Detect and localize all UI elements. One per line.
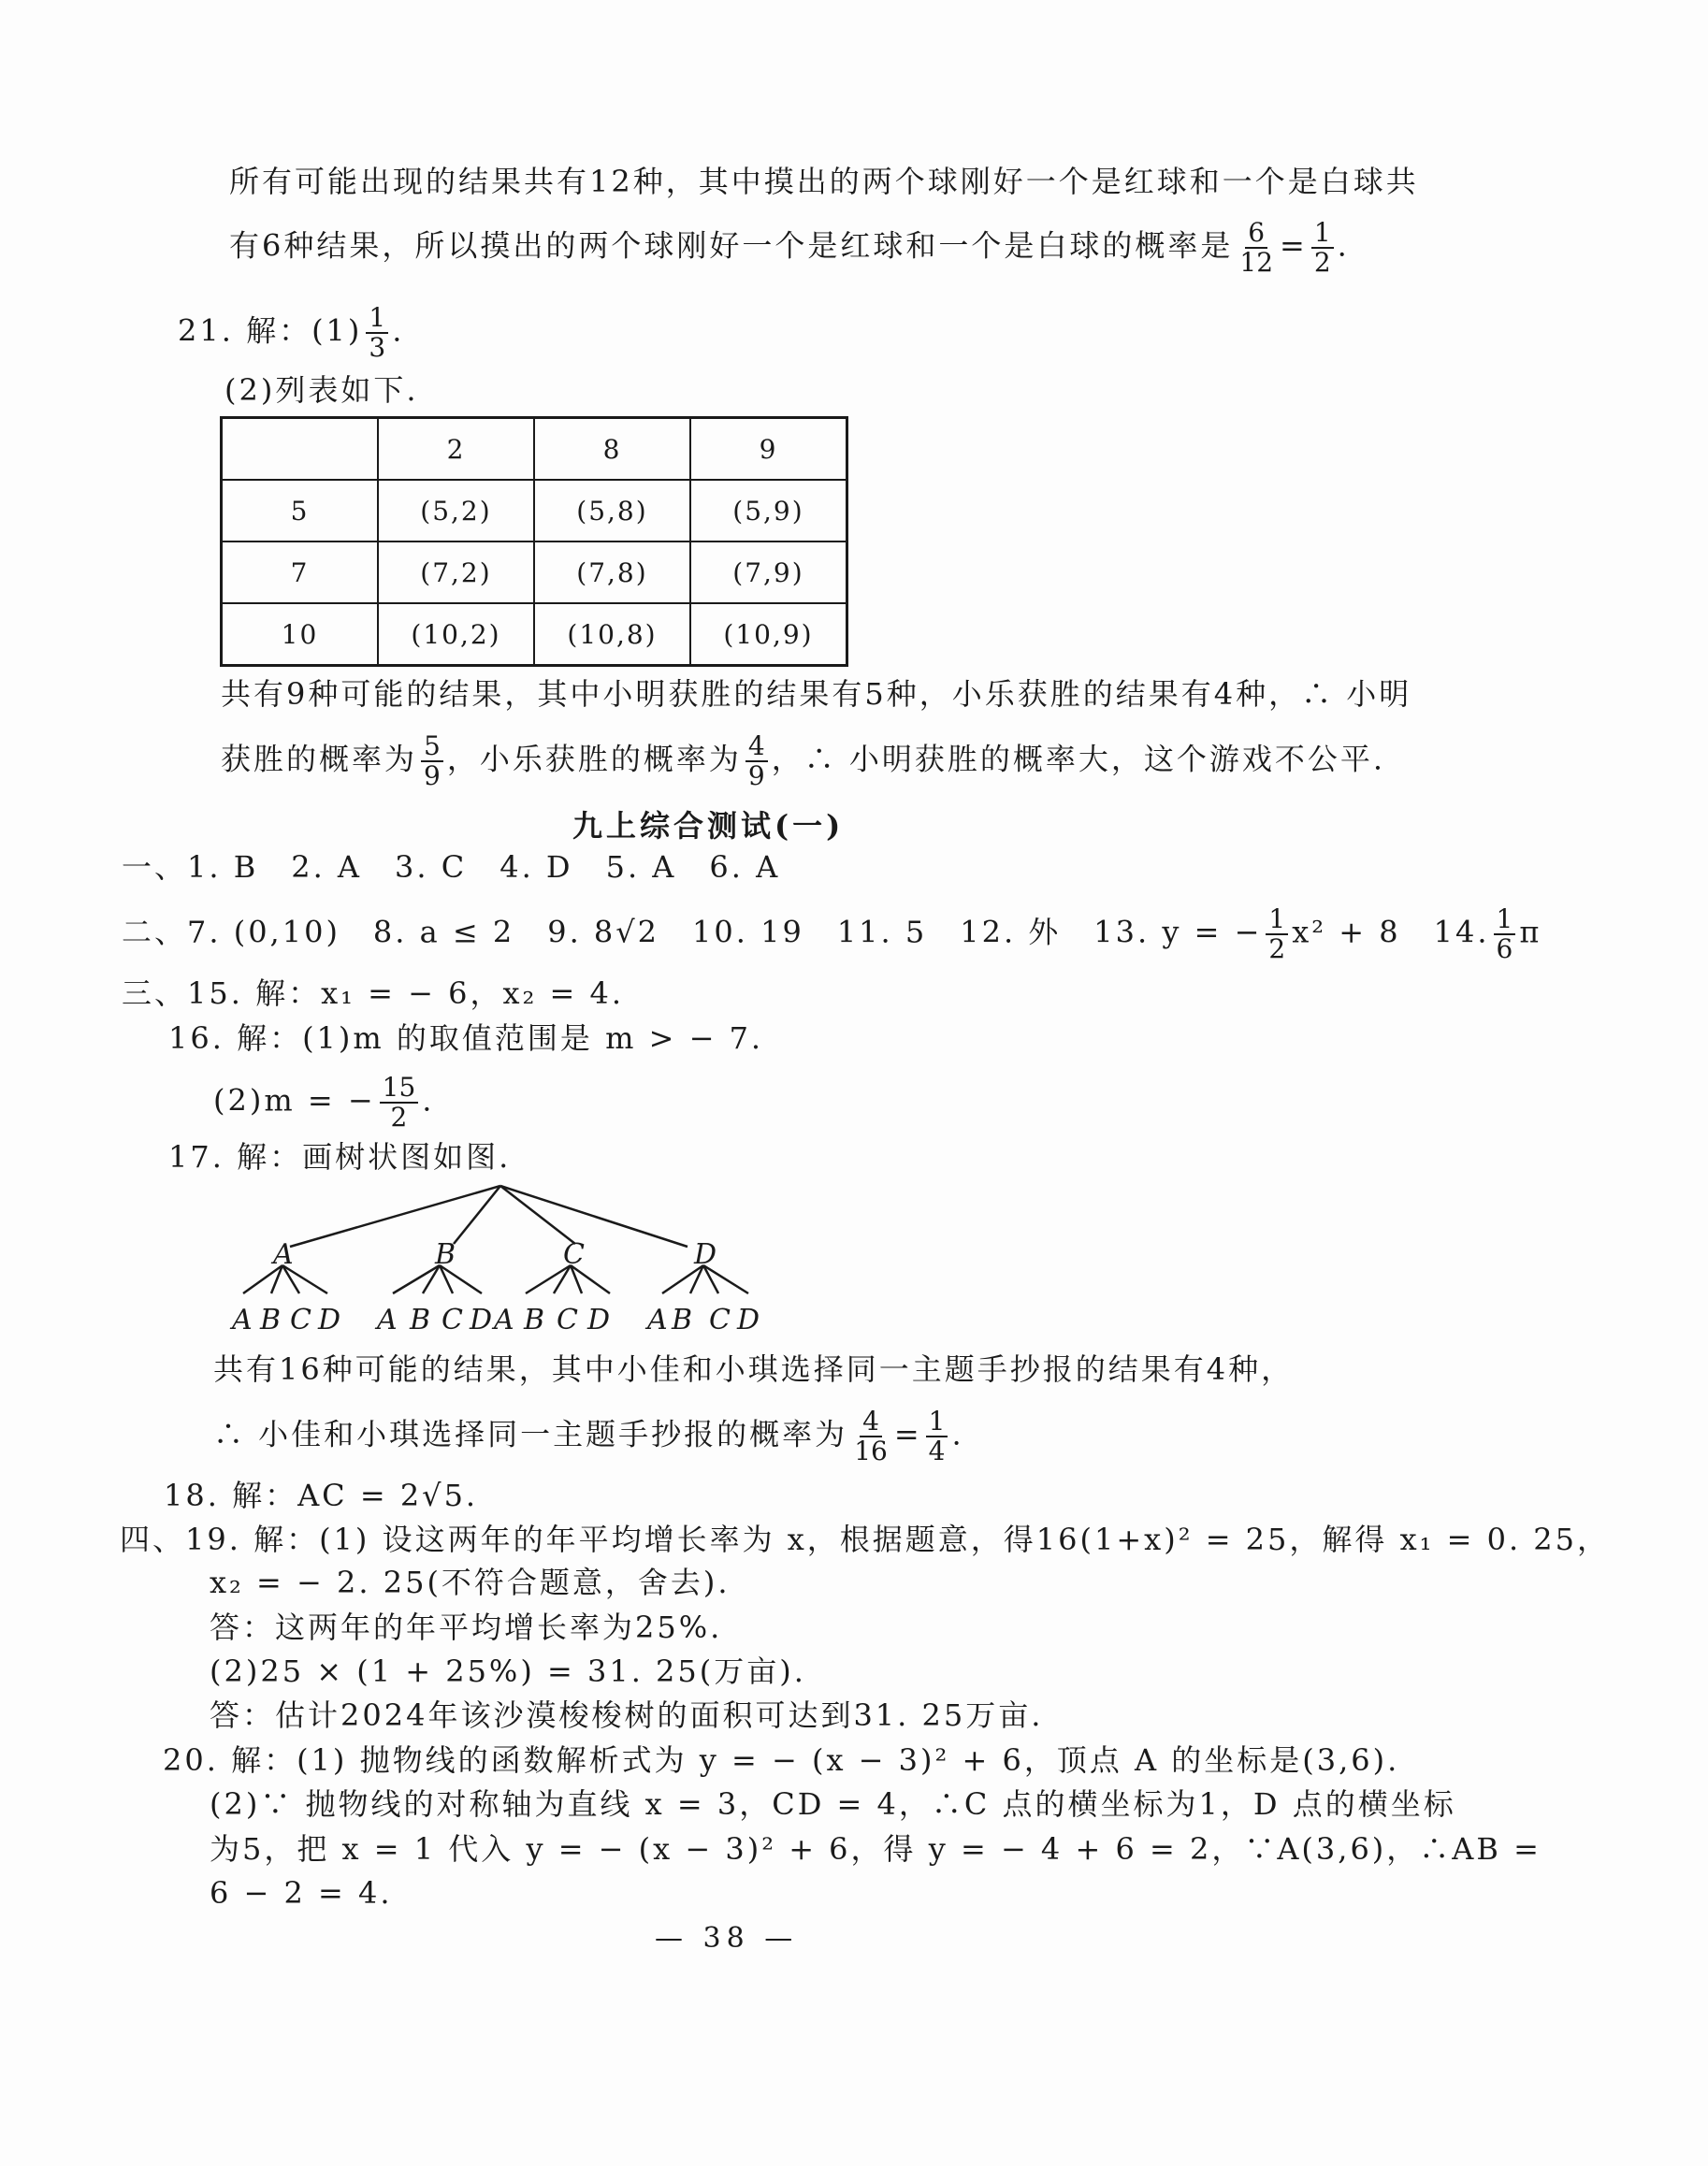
q19-line-5: 答：估计2024年该沙漠梭梭树的面积可达到31. 25万亩. — [210, 1697, 1044, 1733]
table-cell: 9 — [690, 418, 847, 481]
table-cell: 2 — [378, 418, 534, 481]
tree-leaf: C — [290, 1304, 311, 1336]
denominator: 3 — [369, 332, 386, 363]
table-row — [222, 603, 847, 666]
denominator: 4 — [928, 1436, 946, 1466]
q19-line-2: x₂ = − 2. 25(不符合题意，舍去). — [210, 1565, 731, 1600]
q16-part2 — [213, 1074, 434, 1132]
q19-line-3: 答：这两年的年平均增长率为25%. — [210, 1610, 723, 1645]
period: . — [951, 1416, 964, 1452]
text: π — [1519, 914, 1542, 950]
denominator: 2 — [1268, 933, 1286, 964]
q21-answer-1 — [178, 304, 404, 362]
tree-leaf: A — [494, 1304, 514, 1336]
tree-leaf: B — [260, 1304, 282, 1336]
intro-line-1: 所有可能出现的结果共有12种，其中摸出的两个球刚好一个是红球和一个是白球共 — [229, 164, 1419, 199]
text: ，小乐获胜的概率为 — [446, 741, 742, 777]
q20-line-3: 为5，把 x = 1 代入 y = − (x − 3)² + 6，得 y = − 4 + 6 = 2，∵A(3,6)，∴AB = — [210, 1831, 1542, 1867]
q21-label: 21. 解：(1) — [178, 312, 363, 349]
numerator: 4 — [860, 1408, 882, 1437]
numerator: 6 — [1245, 219, 1267, 249]
section-title: 九上综合测试(一) — [572, 808, 845, 844]
table-cell: 10 — [222, 603, 379, 666]
numerator: 1 — [926, 1408, 948, 1437]
denominator: 12 — [1239, 247, 1274, 278]
denominator: 16 — [854, 1436, 888, 1466]
fraction — [380, 1074, 419, 1132]
q19-line-1: 四、19. 解：(1) 设这两年的年平均增长率为 x，根据题意，得16(1+x)² = 25，解得 x₁ = 0. 25， — [120, 1522, 1611, 1557]
numerator: 1 — [366, 304, 388, 334]
denominator: 9 — [424, 760, 441, 791]
tree-leaf: D — [470, 1304, 493, 1336]
numerator: 15 — [380, 1074, 419, 1104]
section-1-answers: 一、1. B 2. A 3. C 4. D 5. A 6. A — [122, 849, 781, 885]
intro-text: 有6种结果，所以摸出的两个球刚好一个是红球和一个是白球的概率是 — [229, 227, 1234, 264]
tree-diagram — [224, 1177, 804, 1340]
q20-line-4: 6 − 2 = 4. — [210, 1875, 393, 1911]
fraction — [421, 732, 443, 790]
q21-conclusion-1: 共有9种可能的结果，其中小明获胜的结果有5种，小乐获胜的结果有4种，∴ 小明 — [221, 676, 1412, 712]
table-cell: 7 — [222, 542, 379, 603]
q19-line-4: (2)25 × (1 + 25%) = 31. 25(万亩). — [210, 1653, 806, 1689]
period: . — [1337, 227, 1350, 264]
table-cell: (7,2) — [378, 542, 534, 603]
fraction — [926, 1408, 948, 1466]
fraction — [1237, 219, 1276, 277]
q17-conclusion-1: 共有16种可能的结果，其中小佳和小琪选择同一主题手抄报的结果有4种， — [213, 1351, 1295, 1387]
section-3-q15: 三、15. 解：x₁ = − 6，x₂ = 4. — [122, 975, 625, 1011]
table-cell: 5 — [222, 480, 379, 542]
numerator: 1 — [1311, 219, 1334, 249]
tree-node-B: B — [435, 1238, 456, 1271]
tree-leaf: B — [410, 1304, 431, 1336]
section-2-answers — [122, 905, 1542, 963]
tree-node-C: C — [563, 1238, 585, 1271]
tree-leaf: A — [647, 1304, 668, 1336]
denominator: 9 — [747, 760, 765, 791]
text: x² + 8 14. — [1292, 914, 1490, 950]
fraction — [1494, 905, 1516, 963]
tree-node-D: D — [694, 1238, 717, 1271]
table-cell: (7,9) — [690, 542, 847, 603]
denominator: 2 — [1313, 247, 1331, 278]
denominator: 6 — [1496, 933, 1513, 964]
tree-leaf: C — [557, 1304, 578, 1336]
tree-leaf: A — [377, 1304, 398, 1336]
q20-line-2: (2)∵ 抛物线的对称轴为直线 x = 3，CD = 4，∴C 点的横坐标为1，D 点的横坐标 — [210, 1786, 1456, 1822]
text: (2)m = − — [213, 1082, 376, 1119]
table-row — [222, 418, 847, 481]
tree-leaf: B — [672, 1304, 693, 1336]
q20-line-1: 20. 解：(1) 抛物线的函数解析式为 y = − (x − 3)² + 6，顶点 A 的坐标是(3,6). — [163, 1742, 1400, 1778]
q21-conclusion-2 — [221, 732, 1385, 790]
numerator: 1 — [1494, 905, 1516, 935]
tree-node-A: A — [273, 1238, 294, 1271]
table-cell: 8 — [534, 418, 690, 481]
text: ，∴ 小明获胜的概率大，这个游戏不公平. — [771, 741, 1386, 777]
outcome-table — [220, 416, 848, 667]
page-number: — 38 — — [655, 1922, 799, 1955]
table-cell: (10,2) — [378, 603, 534, 666]
text: ∴ 小佳和小琪选择同一主题手抄报的概率为 — [213, 1416, 848, 1452]
numerator: 1 — [1266, 905, 1288, 935]
tree-leaf: D — [587, 1304, 611, 1336]
fraction — [366, 304, 388, 362]
q18-answer: 18. 解：AC = 2√5. — [164, 1478, 479, 1513]
fraction — [851, 1408, 890, 1466]
table-cell: (10,8) — [534, 603, 690, 666]
q16-part1: 16. 解：(1)m 的取值范围是 m > − 7. — [168, 1020, 764, 1056]
tree-leaf: C — [441, 1304, 463, 1336]
tree-leaf: A — [232, 1304, 253, 1336]
period: . — [392, 312, 405, 349]
text: 获胜的概率为 — [221, 741, 418, 777]
equals: = — [1280, 227, 1308, 264]
equals: = — [893, 1416, 922, 1452]
table-cell: (10,9) — [690, 603, 847, 666]
tree-leaf: D — [737, 1304, 760, 1336]
text: 二、7. (0,10) 8. a ≤ 2 9. 8√2 10. 19 11. 5 12. 外 13. y = − — [122, 914, 1263, 950]
tree-leaf: D — [318, 1304, 341, 1336]
table-cell: (7,8) — [534, 542, 690, 603]
table-row — [222, 542, 847, 603]
tree-leaf: B — [524, 1304, 545, 1336]
tree-leaf: C — [709, 1304, 731, 1336]
denominator: 2 — [390, 1102, 408, 1133]
numerator: 4 — [745, 732, 768, 762]
intro-line-2 — [229, 219, 1350, 277]
table-cell: (5,9) — [690, 480, 847, 542]
tree-branches — [243, 1186, 748, 1293]
period: . — [422, 1082, 435, 1119]
q21-part2: (2)列表如下. — [224, 372, 419, 408]
table-cell — [222, 418, 379, 481]
fraction — [1266, 905, 1288, 963]
table-cell: (5,8) — [534, 480, 690, 542]
table-cell: (5,2) — [378, 480, 534, 542]
fraction — [745, 732, 768, 790]
fraction — [1311, 219, 1334, 277]
q17-title: 17. 解：画树状图如图. — [168, 1139, 512, 1175]
numerator: 5 — [421, 732, 443, 762]
q17-conclusion-2 — [213, 1408, 964, 1466]
table-row — [222, 480, 847, 542]
